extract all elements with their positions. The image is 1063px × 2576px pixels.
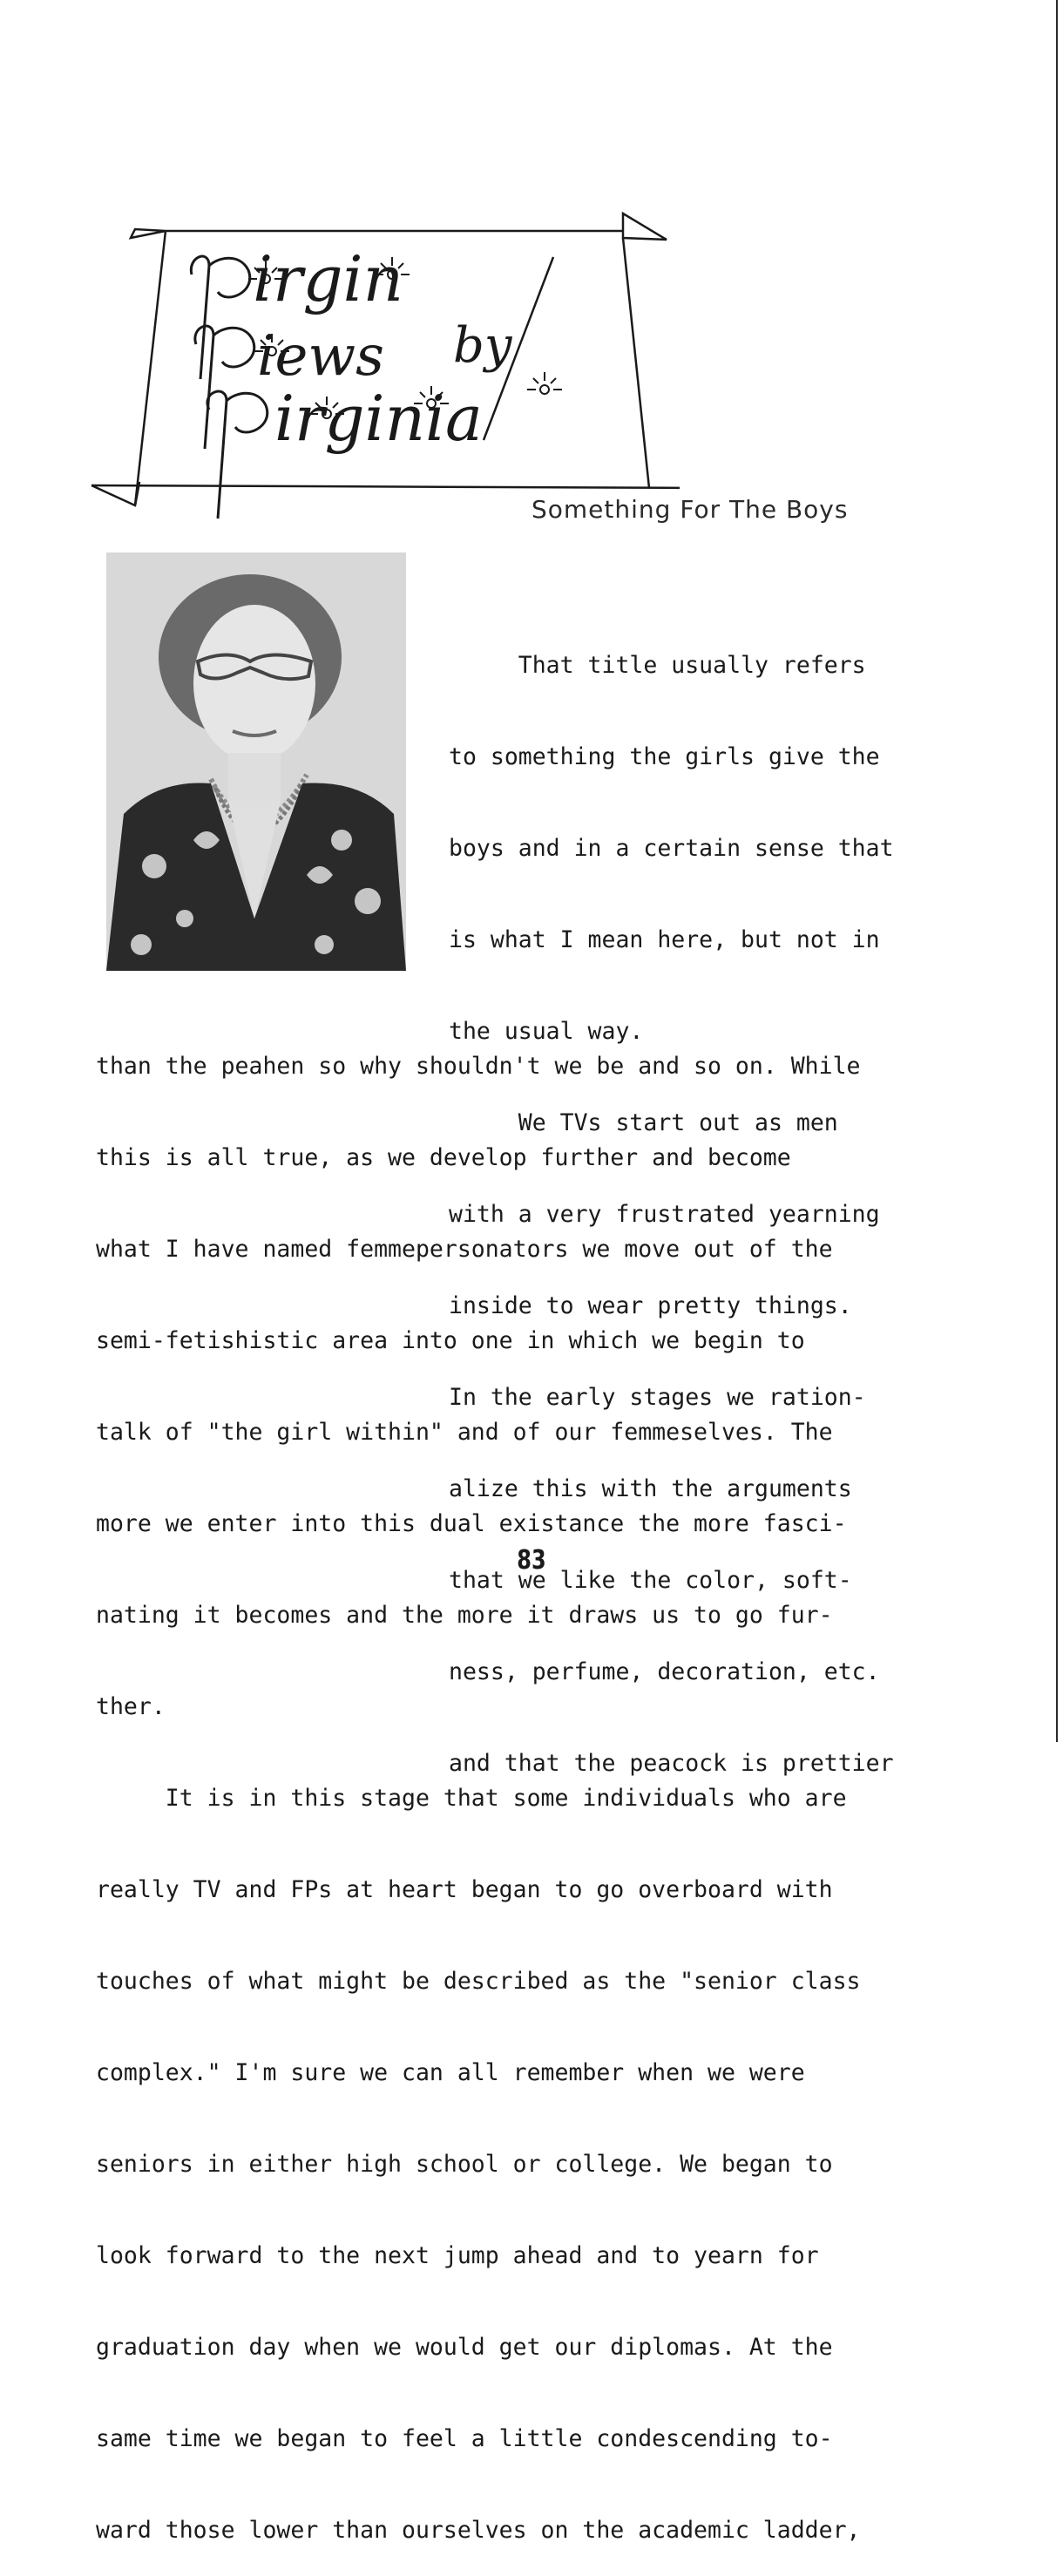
page-number: 83 [517,1545,546,1576]
page-edge-line [1056,0,1058,1742]
text-line: We TVs start out as men [449,1109,838,1136]
text-line: ward those lower than ourselves on the academic ladder, [96,2517,861,2544]
text-line: really TV and FPs at heart began to go overboard with [96,1876,833,1903]
text-line: than the peahen so why shouldn't we be and so on. While [96,1053,861,1080]
logo-banner [87,205,680,527]
logo-graphic [87,205,680,527]
text-line: inside to wear pretty things. [449,1292,852,1319]
text-line: alize this with the arguments [449,1475,852,1502]
text-line: In the early stages we ration- [449,1384,866,1411]
logo-word-virginia: irginia [274,382,483,455]
text-line: that we like the color, soft- [449,1567,852,1594]
logo-word-by: by [453,317,512,374]
text-line: more we enter into this dual existance the more fasci- [96,1510,847,1537]
text-line: talk of "the girl within" and of our femmeselves. The [96,1419,833,1446]
text-line: That title usually refers [449,652,866,679]
text-line: what I have named femmepersonators we move out of the [96,1236,833,1263]
logo-word-virgin: irgin [253,242,403,315]
text-line: and that the peacock is prettier [449,1750,894,1777]
logo-word-views: iews [257,324,384,389]
text-line: seniors in either high school or college. We began to [96,2151,833,2178]
text-line: touches of what might be described as the "senior class [96,1968,861,1995]
text-line: this is all true, as we develop further and become [96,1144,791,1171]
author-photo [106,552,406,971]
article-subtitle: Something For The Boys [532,495,849,524]
text-line: graduation day when we would get our diplomas. At the [96,2334,833,2361]
text-line: the usual way. [449,1018,644,1045]
text-line: with a very frustrated yearning [449,1201,880,1228]
text-line: It is in this stage that some individuals who are [96,1785,847,1812]
text-line: ther. [96,1693,166,1720]
text-line: boys and in a certain sense that [449,835,894,862]
text-line: same time we began to feel a little condescending to- [96,2425,833,2452]
text-line: look forward to the next jump ahead and to yearn for [96,2242,819,2269]
text-line: to something the girls give the [449,743,880,770]
text-line: nating it becomes and the more it draws us to go fur- [96,1602,833,1629]
text-line: ness, perfume, decoration, etc. [449,1658,880,1685]
portrait-image [106,552,406,971]
text-line: is what I mean here, but not in [449,926,880,953]
article-text-full [96,990,861,2576]
text-line: semi-fetishistic area into one in which we begin to [96,1327,805,1354]
text-line: complex." I'm sure we can all remember when we were [96,2059,805,2086]
